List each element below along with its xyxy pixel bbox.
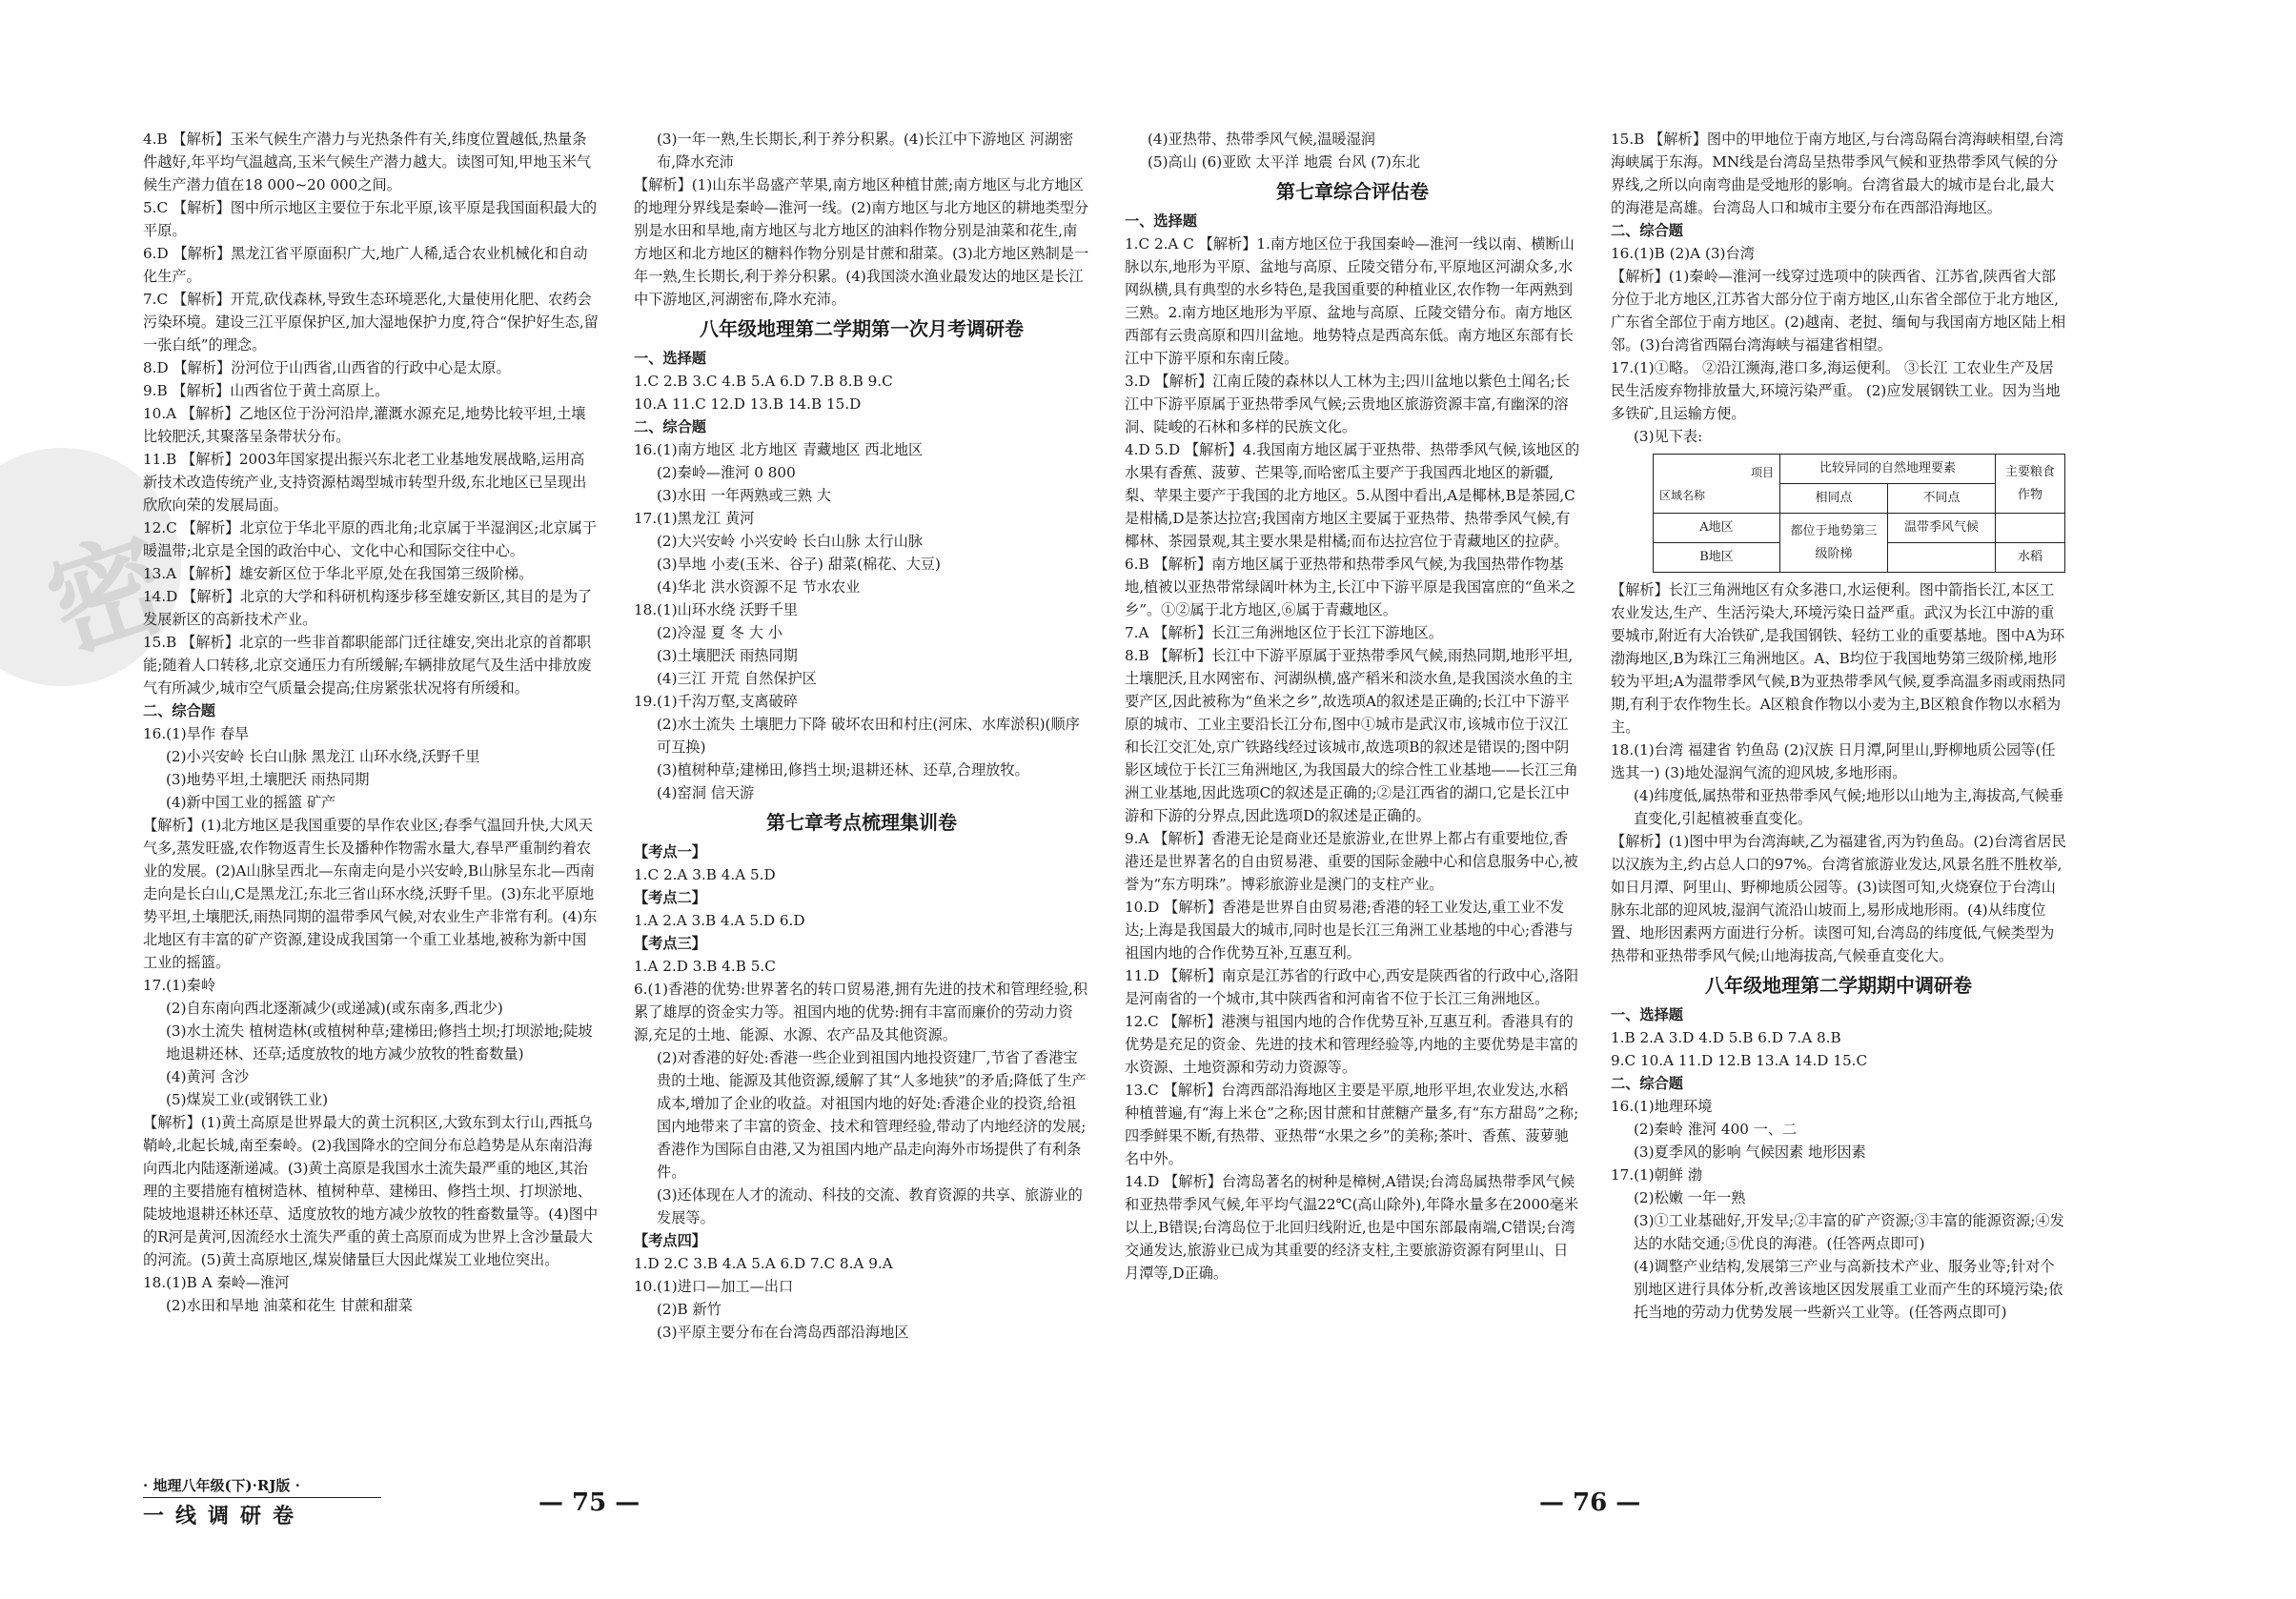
answer-line: 18.(1)山环水绕 沃野千里	[634, 601, 798, 618]
answer-line: 17.(1)朝鲜 渤	[1611, 1166, 1703, 1184]
answer-line: 1.B 2.A 3.D 4.D 5.B 6.D 7.A 8.B	[1611, 1029, 1841, 1046]
answer-line: (2)大兴安岭 小兴安岭 长白山脉 太行山脉	[657, 533, 923, 550]
answer-line: (3)旱地 小麦(玉米、谷子) 甜菜(棉花、大豆)	[657, 556, 941, 573]
answer-line: (4)调整产业结构,发展第三产业与高新技术产业、服务业等;针对个别地区进行具体分析,改善该地区因发展重工业而产生的环境污染;依托当地的劳动力优势发展一些新兴工业等。(任答两点即可)	[1634, 1258, 2063, 1321]
answer-line: (3)平原主要分布在台湾岛西部沿海地区	[657, 1324, 909, 1341]
answer-line: 7.A 【解析】长江三角洲地区位于长江下游地区。	[1125, 624, 1444, 641]
answer-line: 八年级地理第二学期第一次月考调研卷	[700, 317, 1024, 340]
answer-line: 1.A 2.A 3.B 4.A 5.D 6.D	[634, 912, 805, 929]
answer-line: (2)秦岭—淮河 0 800	[657, 464, 796, 481]
table-crop-b: 水稻	[1996, 543, 2065, 573]
answer-line: (3)一年一熟,生长期长,利于养分积累。(4)长江中下游地区 河湖密布,降水充沛	[657, 131, 1074, 171]
table-row-b-label: B地区	[1654, 543, 1780, 573]
answer-line: 17.(1)秦岭	[143, 977, 216, 994]
answer-line: 10.A 11.C 12.D 13.B 14.B 15.D	[634, 395, 862, 413]
answer-line: 【解析】(1)黄土高原是世界最大的黄土沉积区,大致东到太行山,西抵乌鞘岭,北起长城,南至秦岭。(2)我国降水的空间分布总趋势是从东南沿海向西北内陆逐渐递减。(3)黄土高原是我国水土流失最严重的地区,其治理的主要措施有植树造林、植树种草、建梯田、修挡土坝、打坝淤地、陡坡地退耕还林还草、适度放牧的地方减少放牧的牲畜数量等。(4)图中的R河是黄河,因流经水土流失严重的黄土高原而成为世界上含沙量最大的河流。(5)黄土高原地区,煤炭储量巨大因此煤炭工业地位突出。	[143, 1114, 599, 1268]
answer-line: (4)窑洞 信天游	[657, 784, 755, 801]
answer-line: 8.D 【解析】汾河位于山西省,山西省的行政中心是太原。	[143, 359, 511, 376]
answer-line: (2)小兴安岭 长白山脉 黑龙江 山环水绕,沃野千里	[166, 748, 480, 765]
answer-line: (3)夏季风的影响 气候因素 地形因素	[1634, 1144, 1866, 1161]
answer-line: 1.C 2.A C 【解析】1.南方地区位于我国秦岭—淮河一线以南、横断山脉以东,地形为平原、盆地与高原、丘陵交错分布,平原地区河湖众多,水网纵横,具有典型的水乡特色,是我国重要的种植业区,农作物一年两熟到三熟。2.南方地区地形为平原、盆地与高原、丘陵交错分布。南方地区西部有云贵高原和四川盆地。地势特点是西高东低。南方地区东部有长江中下游平原和东南丘陵。	[1125, 235, 1575, 367]
answer-line: 11.D 【解析】南京是江苏省的行政中心,西安是陕西省的行政中心,洛阳是河南省的一个城市,其中陕西省和河南省不位于长江三角洲地区。	[1125, 967, 1579, 1007]
answer-line: 9.A 【解析】香港无论是商业还是旅游业,在世界上都占有重要地位,香港还是世界著名的自由贸易港、重要的国际金融中心和信息服务中心,被誉为“东方明珠”。博彩旅游业是澳门的支柱产业。	[1125, 830, 1578, 893]
answer-line: 15.B 【解析】北京的一些非首都职能部门迁往雄安,突出北京的首都职能;随着人口转移,北京交通压力有所缓解;车辆排放尾气及生活中排放废气有所减少,城市空气质量会提高;住房紧张状况将有所缓和。	[143, 634, 592, 697]
answer-line: (3)还体现在人才的流动、科技的交流、教育资源的共享、旅游业的发展等。	[657, 1186, 1083, 1226]
answer-line: (4)新中国工业的摇篮 矿产	[166, 794, 336, 811]
table-header-item: 项目	[1750, 465, 1774, 479]
answer-line: (2)对香港的好处:香港一些企业到祖国内地投资建厂,节省了香港宝贵的土地、能源及其他资源,缓解了其“人多地狭”的矛盾;降低了生产成本,增加了企业的收益。对祖国内地的好处:香港企业的投资,给祖国内地带来了丰富的资金、技术和管理经验,带动了内地经济的发展;香港作为国际自由港,又为祖国内地产品走向海外市场提供了有利条件。	[657, 1049, 1087, 1181]
answer-line: 一、选择题	[1611, 1006, 1683, 1023]
table-diff-b	[1888, 543, 1996, 573]
answer-column-2	[634, 128, 1089, 1481]
answer-line: (2)松嫩 一年一熟	[1634, 1189, 1746, 1206]
column-4-part-a	[1611, 128, 2066, 448]
table-header-region: 区域名称	[1659, 488, 1706, 502]
answer-line: 12.C 【解析】港澳与祖国内地的合作优势互补,互惠互利。香港具有的优势是充足的资金、先进的技术和管理经验等,内地的主要优势是丰富的水资源、土地资源和劳动力资源等。	[1125, 1013, 1578, 1076]
table-header-diff: 不同点	[1888, 484, 1996, 514]
table-diff-a: 温带季风气候	[1888, 514, 1996, 543]
answer-line: 1.C 2.A 3.B 4.A 5.D	[634, 866, 776, 883]
answer-line: (2)秦岭 淮河 400 一、二	[1634, 1121, 1798, 1138]
answer-line: 5.C 【解析】图中所示地区主要位于东北平原,该平原是我国面积最大的平原。	[143, 199, 598, 239]
answer-line: (3)①工业基础好,开发早;②丰富的矿产资源;③丰富的能源资源;④发达的水陆交通;⑤优良的海港。(任答两点即可)	[1634, 1212, 2064, 1252]
answer-line: 1.A 2.D 3.B 4.B 5.C	[634, 958, 776, 975]
table-same-value: 都位于地势第三级阶梯	[1780, 514, 1888, 573]
answer-line: 4.D 5.D 【解析】4.我国南方地区属于亚热带、热带季风气候,该地区的水果有香蕉、菠萝、芒果等,而哈密瓜主要产于我国西北地区的新疆,梨、苹果主要产于我国的北方地区。5.从图中看出,A是椰林,B是茶园,C是柑橘,D是茶达拉宫;我国南方地区主要属于亚热带、热带季风气候,有椰林、茶园景观,其主要水果是柑橘;而布达拉宫位于青藏地区的拉萨。	[1125, 441, 1580, 550]
answer-line: 【考点二】	[634, 889, 706, 906]
answer-line: (5)高山 (6)亚欧 太平洋 地震 台风 (7)东北	[1148, 153, 1421, 171]
answer-line: 1.C 2.B 3.C 4.B 5.A 6.D 7.B 8.B 9.C	[634, 373, 893, 390]
table-corner-cell	[1654, 455, 1780, 514]
answer-line: 【考点三】	[634, 935, 706, 952]
answer-line: 14.D 【解析】台湾岛著名的树种是樟树,A错误;台湾岛属热带季风气候和亚热带季风气候,年平均气温22℃(高山除外),年降水量多在2000毫米以上,B错误;台湾岛位于北回归线附近,也是中国东部最南端,C错误;台湾交通发达,旅游业已成为其重要的经济支柱,主要旅游资源有阿里山、日月潭等,D正确。	[1125, 1173, 1579, 1282]
answer-line: 4.B 【解析】玉米气候生产潜力与光热条件有关,纬度位置越低,热量条件越好,年平均气温越高,玉米气候生产潜力越大。读图可知,甲地玉米气候生产潜力值在18 000~20 000之间。	[143, 131, 592, 193]
table-header-crop: 主要粮食作物	[1996, 455, 2065, 514]
answer-line: 6.B 【解析】南方地区属于亚热带和热带季风气候,为我国热带作物基地,植被以亚热带常绿阔叶林为主,长江中下游平原是我国富庶的“鱼米之乡”。①②属于北方地区,⑥属于青藏地区。	[1125, 556, 1576, 618]
answer-line: 15.B 【解析】图中的甲地位于南方地区,与台湾岛隔台湾海峡相望,台湾海峡属于东海。MN线是台湾岛呈热带季风气候和亚热带季风气候的分界线,之所以向南弯曲是受地形的影响。台湾省最大的城市是台北,最大的海港是高雄。台湾岛人口和城市主要分布在西部沿海地区。	[1611, 131, 2064, 216]
answer-line: 二、综合题	[143, 702, 215, 719]
seal-glyph: 密	[32, 514, 183, 678]
answer-line: 19.(1)千沟万壑,支离破碎	[634, 693, 798, 710]
table-header-same: 相同点	[1780, 484, 1888, 514]
answer-line: 【解析】(1)秦岭—淮河一线穿过选项中的陕西省、江苏省,陕西省大部分位于北方地区,江苏省大部分位于南方地区,山东省全部位于北方地区,广东省全部位于南方地区。(2)越南、老挝、缅甸与我国南方地区陆上相邻。(3)台湾省西隔台湾海峡与福建省相望。	[1611, 268, 2066, 354]
answer-line: 【考点四】	[634, 1232, 706, 1249]
answer-line: 八年级地理第二学期期中调研卷	[1705, 974, 1972, 997]
comparison-table	[1653, 454, 2065, 573]
answer-line: 14.D 【解析】北京的大学和科研机构逐步移至雄安新区,其目的是为了发展新区的高新技术产业。	[143, 588, 593, 628]
table-header-compare: 比较异同的自然地理要素	[1780, 455, 1996, 484]
answer-line: 一、选择题	[634, 350, 706, 367]
answer-line: 10.(1)进口—加工—出口	[634, 1278, 794, 1295]
answer-line: (2)水土流失 土壤肥力下降 破坏农田和村庄(河床、水库淤积)(顺序可互换)	[657, 716, 1080, 756]
answer-line: (3)土壤肥沃 雨热同期	[657, 647, 798, 664]
answer-line: 二、综合题	[634, 418, 706, 435]
answer-line: 11.B 【解析】2003年国家提出振兴东北老工业基地发展战略,运用高新技术改造传统产业,支持资源枯竭型城市转型升级,东北地区已呈现出欣欣向荣的发展局面。	[143, 451, 587, 514]
answer-line: (4)黄河 含沙	[166, 1068, 250, 1085]
answer-line: (4)三江 开荒 自然保护区	[657, 670, 817, 687]
answer-line: (2)自东南向西北逐渐减少(或递减)(或东南多,西北少)	[166, 1000, 503, 1017]
answer-line: 6.(1)香港的优势:世界著名的转口贸易港,拥有先进的技术和管理经验,积累了雄厚的资金实力等。祖国内地的优势:拥有丰富而廉价的劳动力资源,充足的土地、能源、水源、农产品及其他资源。	[634, 981, 1088, 1043]
answer-line: 9.B 【解析】山西省位于黄土高原上。	[143, 382, 390, 399]
answer-line: (2)B 新竹	[657, 1301, 721, 1318]
answer-line: (3)见下表:	[1634, 428, 1703, 445]
answer-line: 17.(1)黑龙江 黄河	[634, 510, 755, 527]
answer-line: 1.D 2.C 3.B 4.A 5.A 6.D 7.C 8.A 9.A	[634, 1255, 893, 1272]
answer-line: (4)华北 洪水资源不足 节水农业	[657, 578, 861, 596]
answer-line: 9.C 10.A 11.D 12.B 13.A 14.D 15.C	[1611, 1052, 1868, 1069]
answer-line: 第七章综合评估卷	[1276, 180, 1429, 203]
answer-line: 18.(1)台湾 福建省 钓鱼岛 (2)汉族 日月潭,阿里山,野柳地质公园等(任选其一) (3)地处湿润气流的迎风坡,多地形雨。	[1611, 741, 2056, 781]
answer-line: 18.(1)B A 秦岭—淮河	[143, 1274, 290, 1291]
answer-line: 10.A 【解析】乙地区位于汾河沿岸,灌溉水源充足,地势比较平坦,土壤比较肥沃,其聚落呈条带状分布。	[143, 405, 586, 445]
answer-line: 【解析】(1)图中甲为台湾海峡,乙为福建省,丙为钓鱼岛。(2)台湾省居民以汉族为主,约占总人口的97%。台湾省旅游业发达,风景名胜不胜枚举,如日月潭、阿里山、野柳地质公园等。(3)读图可知,火烧寮位于台湾山脉东北部的迎风坡,湿润气流沿山坡而上,易形成地形雨。(4)从纬度位置、地形因素两方面进行分析。读图可知,台湾岛的纬度低,气候类型为热带和亚热带季风气候;山地海拔高,气候垂直变化大。	[1611, 833, 2066, 964]
answer-line: 3.D 【解析】江南丘陵的森林以人工林为主;四川盆地以紫色土闻名;长江中下游平原属于亚热带季风气候;云贵地区旅游资源丰富,有幽深的溶洞、陡峻的石林和多样的民族文化。	[1125, 373, 1570, 435]
answer-line: (4)亚热带、热带季风气候,温暖湿润	[1148, 131, 1375, 148]
answer-line: 12.C 【解析】北京位于华北平原的西北角;北京属于半湿润区;北京属于暖温带;北京是全国的政治中心、文化中心和国际交往中心。	[143, 519, 598, 559]
answer-line: (4)纬度低,属热带和亚热带季风气候;地形以山地为主,海拔高,气候垂直变化,引起植被垂直变化。	[1634, 787, 2064, 827]
answer-line: 6.D 【解析】黑龙江省平原面积广大,地广人稀,适合农业机械化和自动化生产。	[143, 245, 588, 285]
answer-line: 13.A 【解析】雄安新区位于华北平原,处在我国第三级阶梯。	[143, 565, 534, 582]
page-number-left: — 75 —	[538, 1488, 640, 1517]
answer-line: 16.(1)地理环境	[1611, 1098, 1713, 1115]
answer-line: (3)植树种草;建梯田,修挡土坝;退耕还林、还草,合理放牧。	[657, 761, 1029, 779]
answer-column-1	[143, 128, 599, 1481]
answer-line: 17.(1)①略。 ②沿江濒海,港口多,海运便利。 ③长江 工农业生产及居民生活废弃物排放量大,环境污染严重。 (2)应发展钢铁工业。因为当地多铁矿,且运输方便。	[1611, 359, 2061, 422]
answer-line: (3)水土流失 植树造林(或植树种草;建梯田;修挡土坝;打坝淤地;陡坡地退耕还林、还草;适度放牧的地方减少放牧的牲畜数量)	[166, 1022, 593, 1063]
answer-line: 第七章考点梳理集训卷	[766, 811, 957, 834]
answer-line: 13.C 【解析】台湾西部沿海地区主要是平原,地形平坦,农业发达,水稻种植普遍,有“海上米仓”之称;因甘蔗和甘蔗糖产量多,有“东方甜岛”之称;四季鲜果不断,有热带、亚热带“水果之乡”的美称;茶叶、香蕉、菠萝驰名中外。	[1125, 1082, 1579, 1167]
answer-column-4	[1611, 128, 2066, 1481]
answer-line: (2)冷湿 夏 冬 大 小	[657, 624, 782, 641]
answer-line: 7.C 【解析】开荒,砍伐森林,导致生态环境恶化,大量使用化肥、农药会污染环境。建设三江平原保护区,加大湿地保护力度,符合“保护好生态,留一张白纸”的理念。	[143, 291, 599, 354]
answer-line: 二、综合题	[1611, 222, 1683, 239]
answer-line: 10.D 【解析】香港是世界自由贸易港;香港的轻工业发达,重工业不发达;上海是我国最大的城市,同时也是长江三角洲工业基地的中心;香港与祖国内地的合作优势互补,互惠互利。	[1125, 899, 1574, 961]
answer-line: 【考点一】	[634, 843, 706, 860]
answer-line: (3)水田 一年两熟或三熟 大	[657, 487, 832, 504]
answer-line: 16.(1)南方地区 北方地区 青藏地区 西北地区	[634, 441, 924, 458]
answer-line: 16.(1)B (2)A (3)台湾	[1611, 245, 1755, 262]
answer-line: 16.(1)旱作 春旱	[143, 725, 250, 742]
table-row-a-label: A地区	[1654, 514, 1780, 543]
column-4-part-b	[1611, 578, 2066, 1324]
footer-book-info	[143, 1475, 381, 1529]
footer-book-title: · 地理八年级(下)·RJ版 ·	[143, 1475, 381, 1498]
table-crop-a	[1996, 514, 2065, 543]
answer-line: (3)地势平坦,土壤肥沃 雨热同期	[166, 771, 370, 788]
footer-series-name: 一线调研卷	[143, 1504, 306, 1528]
answer-line: (5)煤炭工业(或钢铁工业)	[166, 1091, 329, 1108]
answer-line: 【解析】(1)北方地区是我国重要的旱作农业区;春季气温回升快,大风天气多,蒸发旺盛,农作物返青生长及播种作物需水量大,春旱严重制约着农业的发展。(2)A山脉呈西北—东南走向是小兴安岭,B山脉呈东北—西南走向是长白山,C是黑龙江;东北三省山环水绕,沃野千里。(3)东北平原地势平坦,土壤肥沃,雨热同期的温带季风气候,对农业生产非常有利。(4)东北地区有丰富的矿产资源,建设成我国第一个重工业基地,被称为新中国工业的摇篮。	[143, 817, 598, 971]
answer-line: 8.B 【解析】长江中下游平原属于亚热带季风气候,雨热同期,地形平坦,土壤肥沃,且水网密布、河湖纵横,盛产稻米和淡水鱼,是我国淡水鱼的主要产区,因此被称为“鱼米之乡”,故选项A的叙述是正确的;长江中下游平原的城市、工业主要沿长江分布,图中①城市是武汉市,该城市位于汉江和长江交汇处,京广铁路线经过该城市,故选项B的叙述是错误的;图中阴影区域位于长江三角洲地区,为我国最大的综合性工业基地——长江三角洲工业基地,因此选项C的叙述是正确的;②是江西省的湖口,它是长江中游和下游的分界点,因此选项D的叙述是正确的。	[1125, 647, 1578, 824]
page-number-right: — 76 —	[1539, 1488, 1641, 1517]
answer-line: 【解析】长江三角洲地区有众多港口,水运便利。图中箭指长江,本区工农业发达,生产、生活污染大,环境污染日益严重。武汉为长江中游的重要城市,附近有大冶铁矿,是我国钢铁、轻纺工业的重要基地。图中A为环渤海地区,B为珠江三角洲地区。A、B均位于我国地势第三级阶梯,地形较为平坦;A为温带季风气候,B为亚热带季风气候,夏季高温多雨或雨热同期,有利于农作物生长。A区粮食作物以小麦为主,B区粮食作物以水稻为主。	[1611, 581, 2066, 736]
answer-line: (2)水田和旱地 油菜和花生 甘蔗和甜菜	[166, 1297, 413, 1314]
answer-line: 二、综合题	[1611, 1075, 1683, 1092]
answer-line: 【解析】(1)山东半岛盛产苹果,南方地区种植甘蔗;南方地区与北方地区的地理分界线是秦岭—淮河一线。(2)南方地区与北方地区的耕地类型分别是水田和旱地,南方地区与北方地区的油料作物分别是油菜和花生,南方地区和北方地区的糖料作物分别是甘蔗和甜菜。(3)北方地区熟制是一年一熟,生长期长,利于养分积累。(4)我国淡水渔业最发达的地区是长江中下游地区,河湖密布,降水充沛。	[634, 176, 1089, 308]
answer-column-3	[1125, 128, 1580, 1481]
answer-line: 一、选择题	[1125, 213, 1197, 230]
